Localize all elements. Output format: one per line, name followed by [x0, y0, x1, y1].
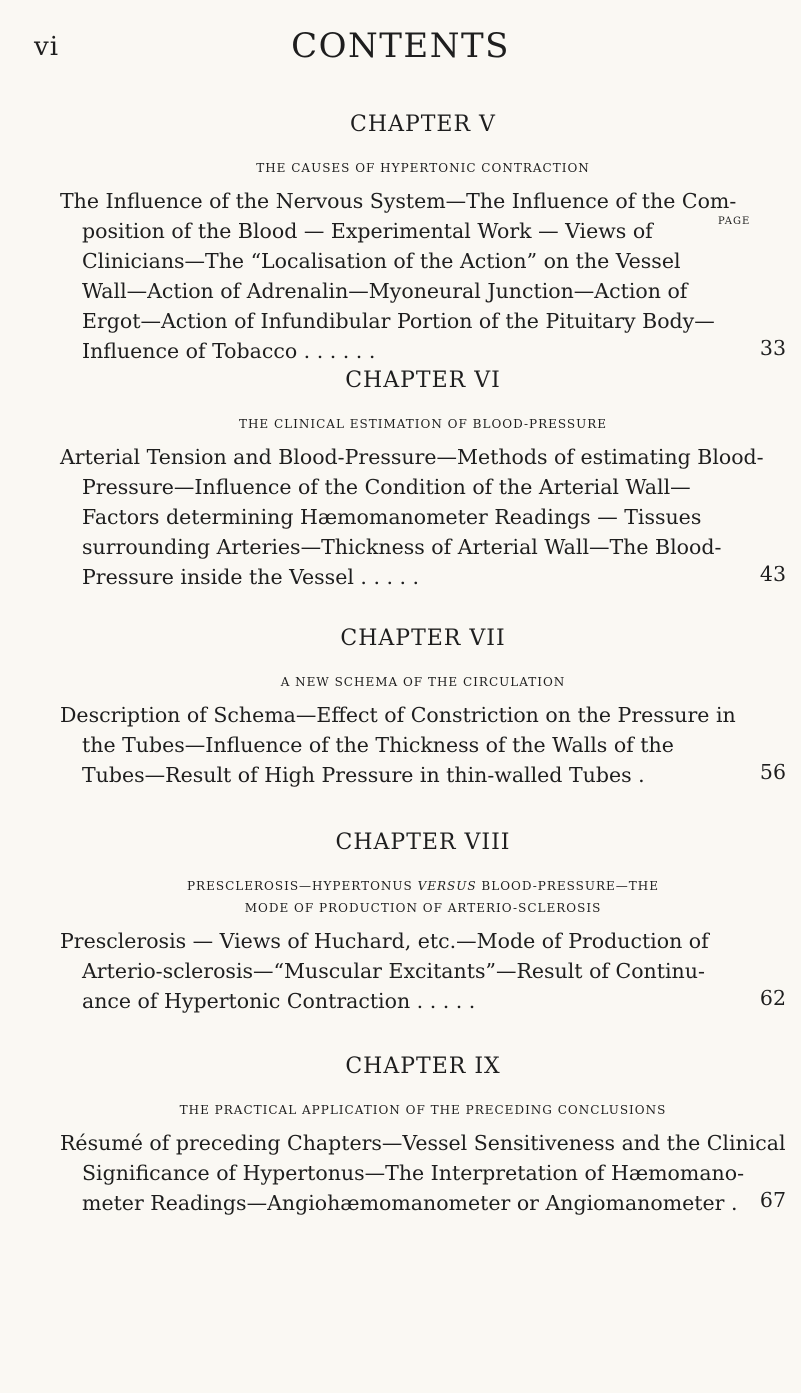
synopsis-line: Résumé of preceding Chapters—Vessel Sensitiveness and the Clinical	[60, 1131, 786, 1155]
chapter-viii	[60, 830, 786, 1013]
chapter-heading: CHAPTER IX	[345, 1054, 501, 1079]
synopsis-line: position of the Blood — Experimental Work — Views of	[82, 219, 653, 243]
synopsis-line: Factors determining Hæmomanometer Readings — Tissues	[82, 505, 702, 529]
chapter-vii	[60, 626, 786, 787]
chapter-subtitle: THE CAUSES OF HYPERTONIC CONTRACTION	[256, 161, 590, 175]
page-folio: vi	[34, 32, 60, 62]
page-number: 62	[759, 986, 786, 1010]
chapter-heading: CHAPTER VIII	[335, 830, 511, 855]
chapter-subtitle: A NEW SCHEMA OF THE CIRCULATION	[280, 675, 566, 689]
synopsis-line: Arterio-sclerosis—“Muscular Excitants”—Result of Continu-	[82, 959, 705, 983]
synopsis-line: Ergot—Action of Infundibular Portion of the Pituitary Body—	[82, 309, 715, 333]
synopsis-line: Pressure inside the Vessel . . . . .	[82, 565, 420, 589]
chapter-ix	[60, 1054, 786, 1215]
page-number: 56	[759, 760, 786, 784]
synopsis-line: Wall—Action of Adrenalin—Myoneural Junction—Action of	[82, 279, 688, 303]
chapter-subtitle: THE CLINICAL ESTIMATION OF BLOOD-PRESSURE	[238, 417, 608, 431]
chapter-subtitle: MODE OF PRODUCTION OF ARTERIO-SCLEROSIS	[244, 901, 602, 915]
page-number: 43	[759, 562, 786, 586]
synopsis-line: meter Readings—Angiohæmomanometer or Angiomanometer .	[82, 1191, 738, 1215]
synopsis-line: Influence of Tobacco . . . . . .	[82, 339, 376, 363]
chapter-subtitle: PRESCLEROSIS—HYPERTONUS VERSUS BLOOD-PRESSURE—THE	[186, 879, 660, 893]
chapter-vi	[60, 368, 786, 589]
synopsis-line: The Influence of the Nervous System—The Influence of the Com-	[60, 189, 737, 213]
running-head	[0, 26, 801, 66]
synopsis-line: the Tubes—Influence of the Thickness of the Walls of the	[82, 733, 674, 757]
synopsis-line: Clinicians—The “Localisation of the Action” on the Vessel	[82, 249, 681, 273]
chapter-heading: CHAPTER VII	[340, 626, 506, 651]
chapter-synopsis	[60, 926, 709, 1016]
chapter-subtitle: THE PRACTICAL APPLICATION OF THE PRECEDING CONCLUSIONS	[179, 1103, 667, 1117]
page-number: 33	[759, 336, 786, 360]
page-number: 67	[759, 1188, 786, 1212]
synopsis-line: Tubes—Result of High Pressure in thin-walled Tubes .	[82, 763, 645, 787]
chapter-synopsis	[60, 442, 764, 592]
chapter-heading: CHAPTER V	[350, 112, 496, 137]
chapter-synopsis	[60, 700, 736, 790]
running-title: CONTENTS	[291, 26, 510, 66]
synopsis-line: Description of Schema—Effect of Constriction on the Pressure in	[60, 703, 736, 727]
page-column-label: PAGE	[718, 216, 751, 227]
synopsis-line: Pressure—Influence of the Condition of the Arterial Wall—	[82, 475, 691, 499]
synopsis-line: ance of Hypertonic Contraction . . . . .	[82, 989, 476, 1013]
synopsis-line: surrounding Arteries—Thickness of Arterial Wall—The Blood-	[82, 535, 722, 559]
synopsis-line: Presclerosis — Views of Huchard, etc.—Mode of Production of	[60, 929, 709, 953]
synopsis-line: Arterial Tension and Blood-Pressure—Methods of estimating Blood-	[60, 445, 764, 469]
synopsis-line: Significance of Hypertonus—The Interpretation of Hæmomano-	[82, 1161, 745, 1185]
chapter-heading: CHAPTER VI	[345, 368, 501, 393]
